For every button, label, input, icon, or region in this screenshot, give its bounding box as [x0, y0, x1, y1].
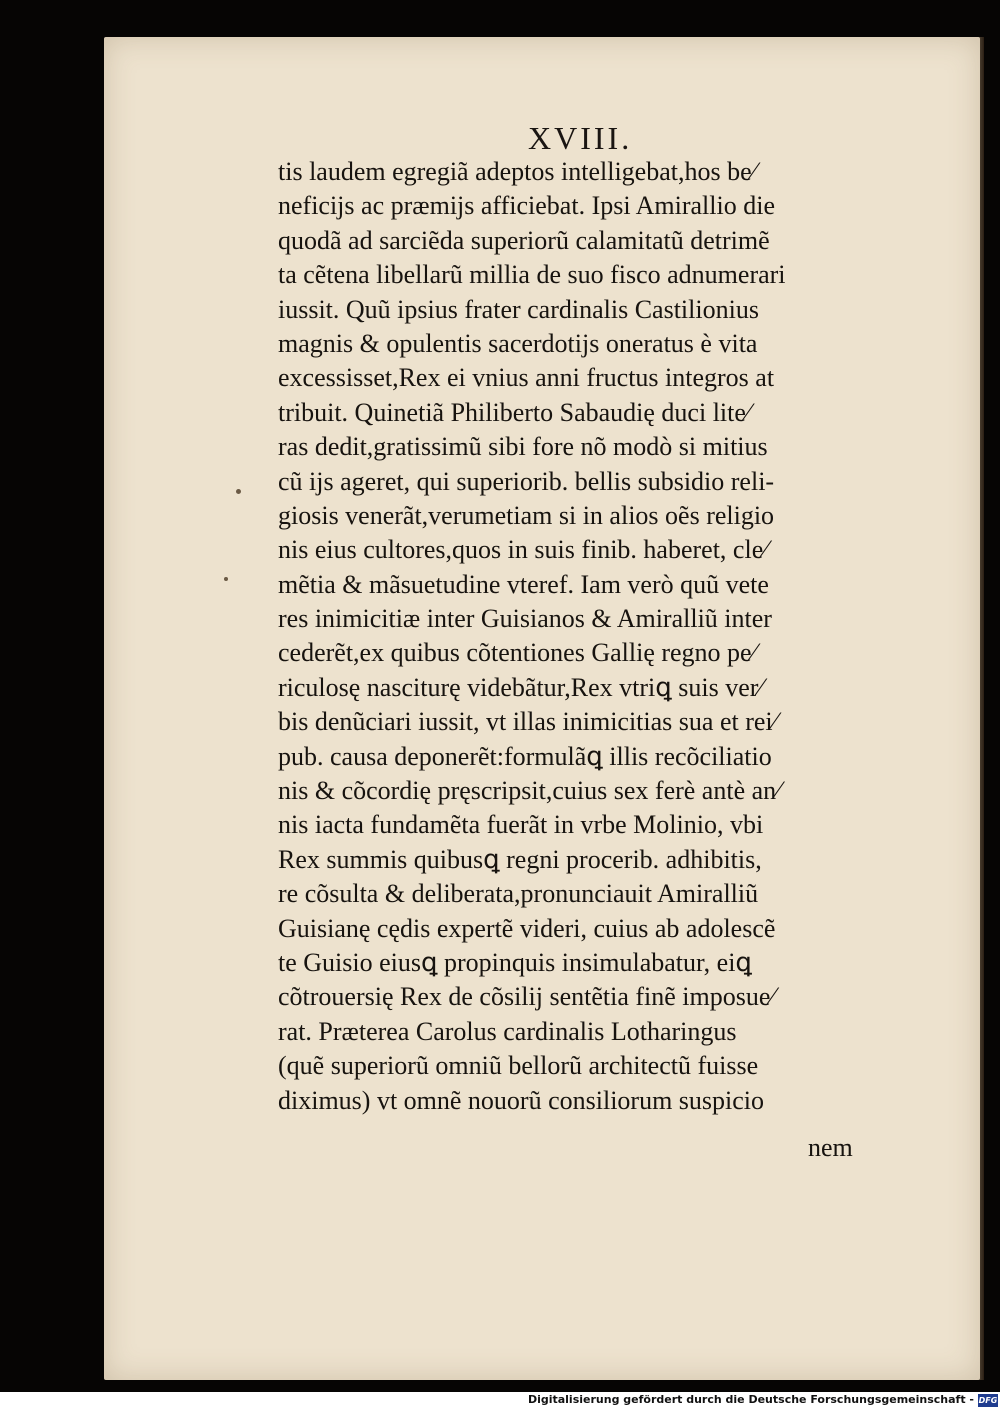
- text-line: nis iacta fundamẽta fuerãt in vrbe Molinio, vbi: [278, 810, 764, 840]
- text-line: te Guisio eiusꝗ propinquis insimulabatur, eiꝗ: [278, 947, 752, 977]
- text-block: [278, 155, 878, 1118]
- text-line: ta cẽtena libellarũ millia de suo fisco adnumerari: [278, 260, 786, 290]
- text-line: rat. Præterea Carolus cardinalis Lotharingus: [278, 1016, 737, 1046]
- text-line: nis eius cultores,quos in suis finib. haberet, cle⁄: [278, 535, 768, 565]
- text-line: tis laudem egregiã adeptos intelligebat,hos be⁄: [278, 157, 756, 186]
- paper-speck: [224, 577, 228, 581]
- text-line: quodã ad sarciẽda superiorũ calamitatũ detrimẽ: [278, 225, 770, 255]
- text-line: cõtrouersię Rex de cõsilij sentẽtia finẽ imposue⁄: [278, 982, 775, 1012]
- text-line: res inimicitiæ inter Guisianos & Amiralliũ inter: [278, 604, 772, 634]
- page-folio: XVIII.: [528, 120, 633, 156]
- funding-credit: Digitalisierung gefördert durch die Deutsche Forschungsgemeinschaft -: [527, 1393, 974, 1406]
- text-line: magnis & opulentis sacerdotijs oneratus è vita: [278, 328, 758, 358]
- text-line: giosis venerãt,verumetiam si in alios oẽs religio: [278, 500, 775, 530]
- text-line: Rex summis quibusꝗ regni procerib. adhibitis,: [278, 844, 762, 874]
- text-line: pub. causa deponerẽt:formulãꝗ illis recõciliatio: [278, 741, 772, 771]
- text-line: cũ ijs ageret, qui superiorib. bellis subsidio reli-: [278, 466, 775, 496]
- text-line: nis & cõcordię pręscripsit,cuius sex ferè antè an⁄: [278, 776, 781, 806]
- text-line: mẽtia & mãsuetudine vteref. Iam verò quũ vete: [278, 569, 769, 599]
- text-line: ras dedit,gratissimũ sibi fore nõ modò si mitius: [278, 432, 768, 462]
- text-line: cederẽt,ex quibus cõtentiones Gallię regno pe⁄: [278, 638, 756, 668]
- paper-speck: [236, 489, 241, 494]
- text-line: riculosę nasciturę videbãtur,Rex vtriꝗ suis ver⁄: [278, 672, 763, 702]
- text-line: bis denũciari iussit, vt illas inimicitias sua et rei⁄: [278, 707, 777, 737]
- text-line: Guisianę cędis expertẽ videri, cuius ab adolescẽ: [278, 913, 776, 943]
- text-line: re cõsulta & deliberata,pronunciauit Amiralliũ: [278, 879, 759, 909]
- catchword: nem: [808, 1133, 853, 1162]
- text-line: diximus) vt omnẽ nouorũ consiliorum suspicio: [278, 1085, 765, 1115]
- text-line: tribuit. Quinetiã Philiberto Sabaudię duci lite⁄: [278, 397, 751, 427]
- text-line: neficijs ac præmijs afficiebat. Ipsi Amirallio die: [278, 191, 775, 221]
- dfg-logo: DFG: [978, 1396, 998, 1405]
- text-line: (quẽ superiorũ omniũ bellorũ architectũ fuisse: [278, 1051, 759, 1081]
- text-line: excessisset,Rex ei vnius anni fructus integros at: [278, 363, 775, 393]
- text-line: iussit. Quũ ipsius frater cardinalis Castilionius: [278, 294, 759, 324]
